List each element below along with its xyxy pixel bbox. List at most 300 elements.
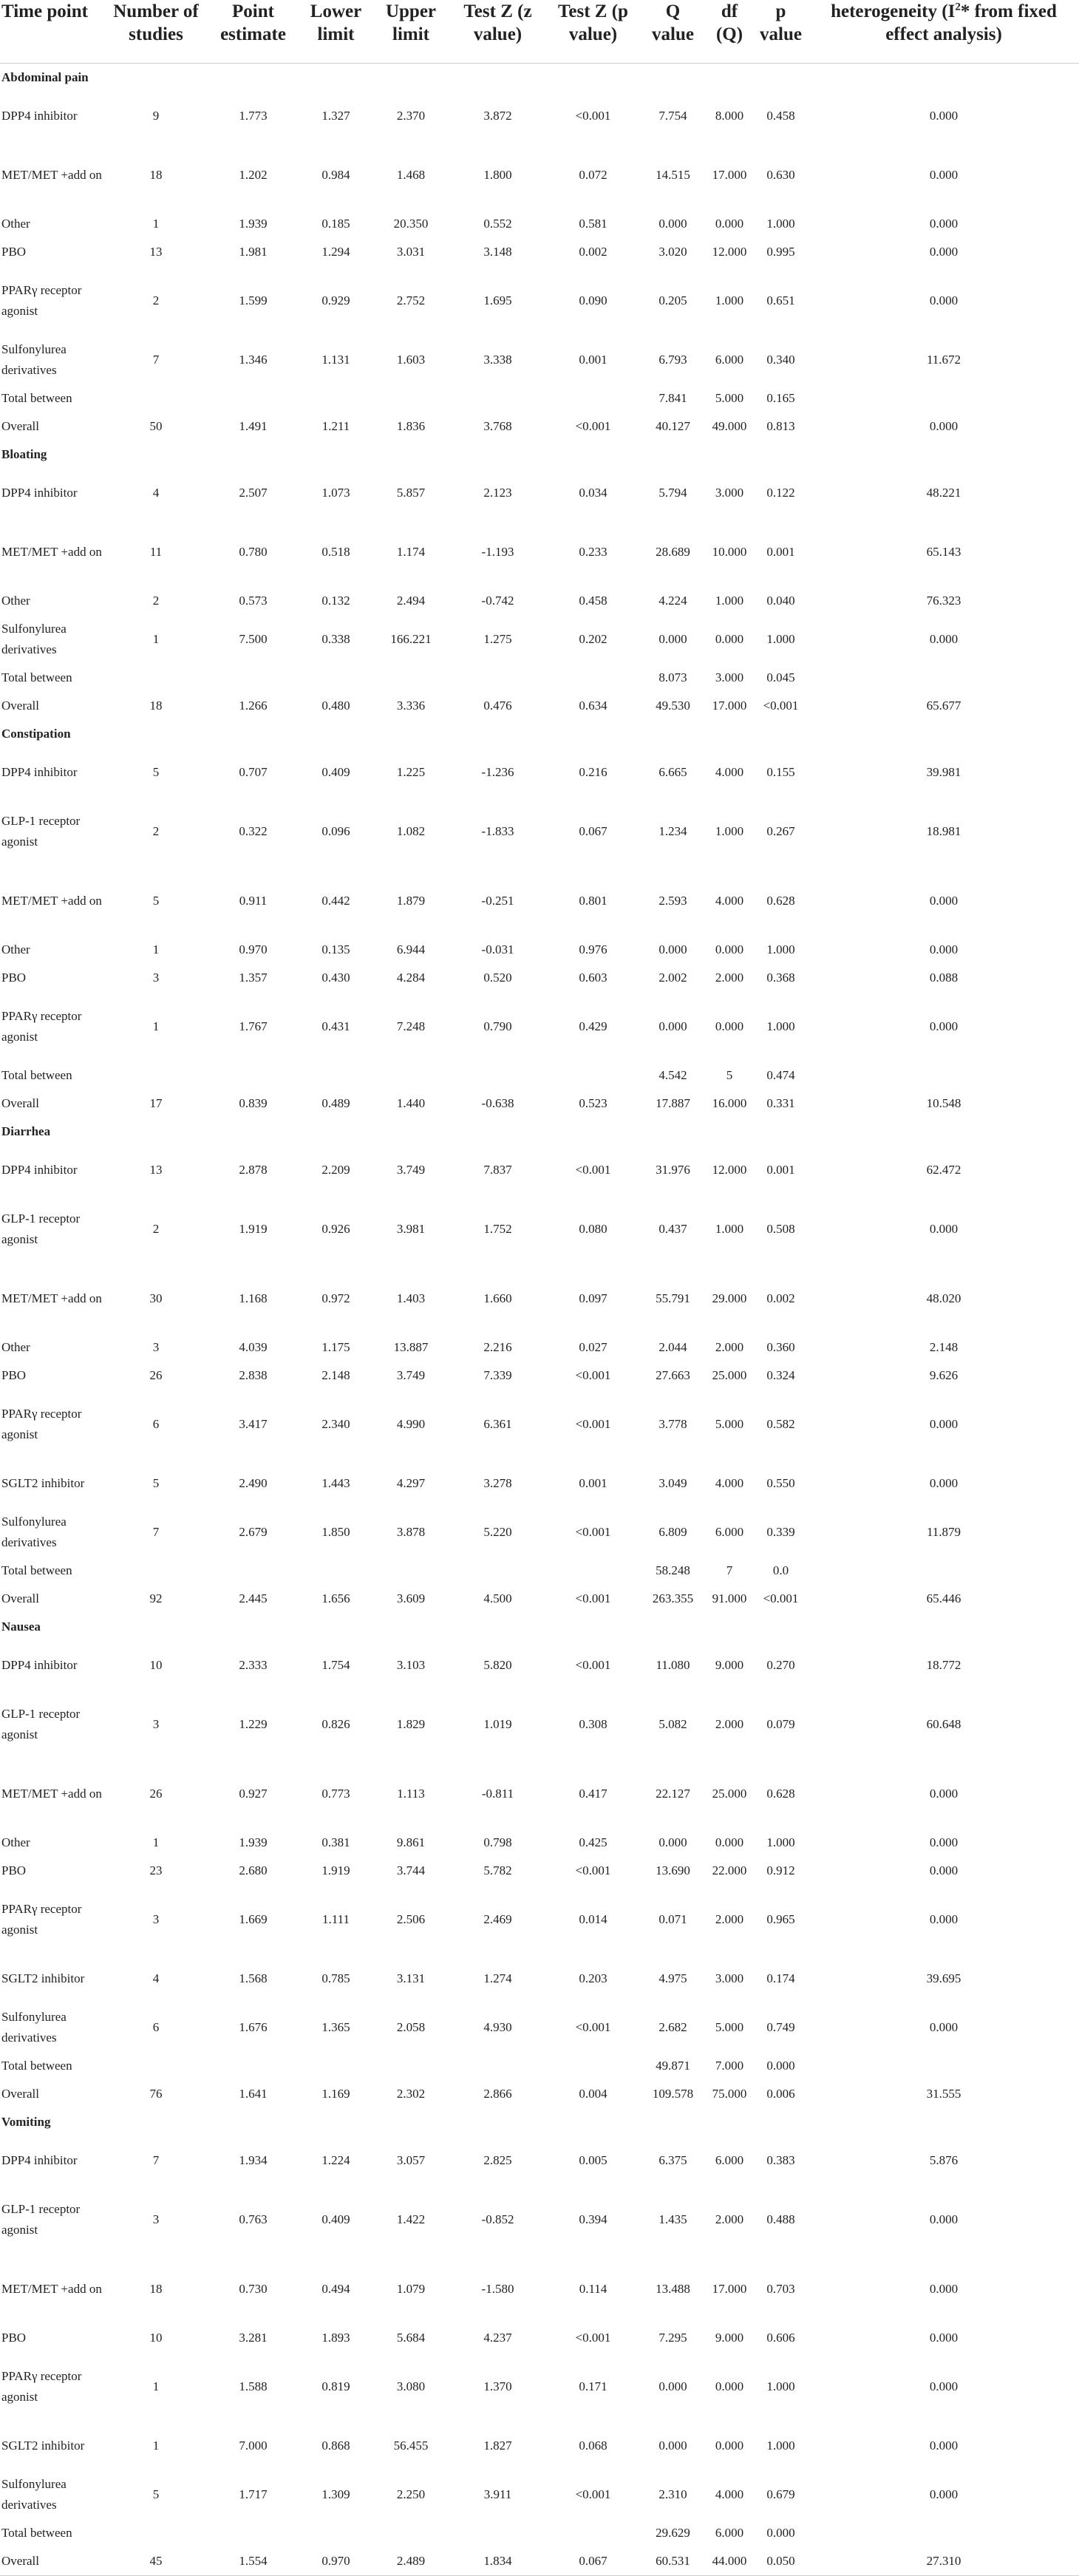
- table-cell: -0.852: [481, 2212, 514, 2226]
- table-cell: 0.409: [321, 2212, 350, 2226]
- table-cell: 0.001: [766, 1163, 795, 1177]
- table-cell: 1.000: [766, 1019, 795, 1033]
- table-cell: 10.000: [712, 545, 747, 559]
- table-row: [0, 469, 1079, 517]
- row-label: Sulfonylurea derivatives: [1, 2477, 67, 2512]
- table-cell: 2.000: [715, 1717, 744, 1731]
- table-cell: 1.000: [766, 942, 795, 956]
- column-header: Lower limit: [299, 0, 372, 64]
- table-cell: 2.310: [658, 2487, 687, 2501]
- table-cell: 0.430: [321, 971, 350, 985]
- table-cell: [207, 2519, 299, 2547]
- table-cell: 0.000: [715, 942, 744, 956]
- table-cell: 1.000: [766, 2379, 795, 2393]
- table-cell: 2: [152, 293, 160, 307]
- table-cell: 0.034: [579, 486, 607, 500]
- table-cell: 1.224: [321, 2153, 350, 2167]
- table-row: [0, 2080, 1079, 2108]
- row-label: GLP-1 receptor agonist: [1, 814, 81, 849]
- table-cell: 3.749: [396, 1163, 426, 1177]
- table-cell: 0.000: [929, 2379, 959, 2393]
- table-cell: 0.773: [321, 1787, 350, 1801]
- table-cell: 3: [152, 1912, 160, 1926]
- table-cell: 18: [149, 168, 163, 182]
- table-cell: 13.690: [656, 1863, 690, 1877]
- table-cell: <0.001: [575, 1863, 611, 1877]
- table-cell: 0.749: [766, 2020, 795, 2034]
- table-cell: 3: [152, 1340, 160, 1354]
- column-header: Test Z (p value): [546, 0, 640, 64]
- row-label: Sulfonylurea derivatives: [1, 342, 67, 377]
- table-cell: 1.202: [239, 168, 268, 182]
- table-cell: 2.494: [396, 594, 426, 608]
- table-cell: 3.749: [396, 1368, 426, 1382]
- table-cell: [372, 1557, 449, 1585]
- table-cell: 5: [152, 765, 160, 779]
- table-row: [0, 1146, 1079, 1194]
- table-cell: 0.480: [321, 699, 350, 713]
- table-cell: 4.500: [483, 1591, 512, 1605]
- table-cell: 6.793: [658, 353, 687, 367]
- table-cell: 1.603: [396, 353, 426, 367]
- section-row: [0, 1613, 1079, 1641]
- table-cell: <0.001: [575, 419, 611, 433]
- row-label: Total between: [1, 2059, 72, 2073]
- table-cell: 18: [149, 699, 163, 713]
- table-row: [0, 992, 1079, 1061]
- table-cell: 0.322: [239, 824, 268, 838]
- table-cell: [372, 2052, 449, 2080]
- table-cell: 1.079: [396, 2282, 426, 2296]
- table-cell: 0.458: [766, 109, 795, 123]
- table-cell: 25.000: [712, 1787, 747, 1801]
- table-cell: 1.000: [715, 594, 744, 608]
- table-cell: 0.324: [766, 1368, 795, 1382]
- table-cell: [105, 2052, 207, 2080]
- table-cell: 1.327: [321, 109, 350, 123]
- table-cell: 2.000: [715, 971, 744, 985]
- table-cell: <0.001: [575, 1368, 611, 1382]
- table-cell: 7.000: [239, 2439, 268, 2453]
- row-label: Overall: [1, 1591, 39, 1605]
- table-cell: 263.355: [652, 1591, 694, 1605]
- table-cell: 1.440: [396, 1096, 426, 1110]
- table-cell: 49.530: [656, 699, 690, 713]
- table-cell: 0.868: [321, 2439, 350, 2453]
- table-cell: 0.634: [579, 699, 607, 713]
- table-cell: 3.000: [715, 486, 744, 500]
- row-label: DPP4 inhibitor: [1, 486, 78, 500]
- header-row: [0, 0, 1079, 64]
- table-cell: 28.689: [656, 545, 690, 559]
- table-cell: 1.919: [239, 1222, 268, 1236]
- table-cell: 1.919: [321, 1863, 350, 1877]
- table-cell: [207, 664, 299, 692]
- table-row: [0, 1061, 1079, 1090]
- table-cell: 1.073: [321, 486, 350, 500]
- table-cell: 10.548: [926, 1096, 961, 1110]
- table-cell: 0.995: [766, 245, 795, 259]
- table-cell: 1.800: [483, 168, 512, 182]
- table-cell: 2.825: [483, 2153, 512, 2167]
- table-cell: 0.476: [483, 699, 512, 713]
- table-cell: 0.785: [321, 1971, 350, 1985]
- section-title: Bloating: [1, 447, 47, 461]
- table-cell: 0.628: [766, 1787, 795, 1801]
- table-cell: 3.872: [483, 109, 512, 123]
- table-cell: 22.000: [712, 1863, 747, 1877]
- table-cell: 0.000: [929, 1417, 959, 1431]
- row-label: Total between: [1, 670, 72, 684]
- column-header: Q value: [640, 0, 706, 64]
- row-label: Overall: [0, 2547, 105, 2576]
- table-cell: 2.838: [239, 1368, 268, 1382]
- table-cell: 1.468: [396, 168, 426, 182]
- table-cell: 1.275: [483, 632, 512, 646]
- table-row: [0, 2352, 1079, 2422]
- table-cell: 0.097: [579, 1291, 607, 1305]
- table-cell: <0.001: [763, 699, 799, 713]
- table-cell: 0.027: [579, 1340, 607, 1354]
- table-cell: 26: [149, 1368, 163, 1382]
- table-cell: 0.394: [579, 2212, 607, 2226]
- table-cell: 0.090: [579, 293, 607, 307]
- table-cell: 1.000: [766, 2439, 795, 2453]
- table-cell: 2: [152, 1222, 160, 1236]
- section-title: Nausea: [1, 1620, 41, 1634]
- table-cell: 13: [149, 1163, 163, 1177]
- table-cell: 12.000: [712, 1163, 747, 1177]
- table-cell: 13: [149, 245, 163, 259]
- table-cell: 7.841: [658, 391, 687, 405]
- heterogeneity-label-sup: 2: [955, 1, 961, 13]
- table-cell: [809, 664, 1079, 692]
- table-cell: 0.067: [579, 824, 607, 838]
- table-cell: 7.248: [396, 1019, 426, 1033]
- table-cell: 1.850: [321, 1525, 350, 1539]
- table-cell: 48.221: [926, 486, 961, 500]
- table-cell: 0.763: [239, 2212, 268, 2226]
- table-cell: 0.458: [579, 594, 607, 608]
- table-cell: 3.609: [396, 1591, 426, 1605]
- table-cell: 6: [152, 2020, 160, 2034]
- table-cell: 1.827: [483, 2439, 512, 2453]
- table-cell: 17.000: [712, 699, 747, 713]
- table-cell: 3.000: [715, 1971, 744, 1985]
- table-cell: 9.000: [715, 1658, 744, 1672]
- table-cell: 17: [149, 1096, 163, 1110]
- table-cell: 10: [149, 2331, 163, 2345]
- table-cell: 0.972: [321, 1291, 350, 1305]
- table-cell: 2.209: [321, 1163, 350, 1177]
- table-cell: 58.248: [656, 1563, 690, 1577]
- row-label: Total between: [1, 1563, 72, 1577]
- table-cell: 1.641: [239, 2087, 268, 2101]
- table-cell: 27.310: [809, 2547, 1079, 2576]
- table-cell: 49.000: [712, 419, 747, 433]
- table-cell: [299, 664, 372, 692]
- table-cell: 0.520: [483, 971, 512, 985]
- table-cell: [546, 384, 640, 412]
- table-row: [0, 587, 1079, 615]
- table-cell: 2.302: [396, 2087, 426, 2101]
- table-cell: 0.002: [766, 1291, 795, 1305]
- table-cell: 4.000: [715, 765, 744, 779]
- table-cell: 2.058: [396, 2020, 426, 2034]
- row-label: Sulfonylurea derivatives: [1, 2010, 67, 2045]
- table-cell: 1.752: [483, 1222, 512, 1236]
- table-row: [0, 797, 1079, 866]
- table-row: [0, 1390, 1079, 1459]
- table-cell: 2.507: [239, 486, 268, 500]
- table-cell: 92: [149, 1591, 163, 1605]
- row-label: MET/MET +add on: [1, 2282, 102, 2296]
- table-cell: 62.472: [926, 1163, 961, 1177]
- table-cell: 0.067: [546, 2547, 640, 2576]
- table-cell: 2.123: [483, 486, 512, 500]
- table-cell: 2.000: [715, 1340, 744, 1354]
- table-cell: 1.717: [239, 2487, 268, 2501]
- table-cell: 0.000: [929, 2331, 959, 2345]
- table-cell: [372, 2519, 449, 2547]
- table-cell: 8.073: [658, 670, 687, 684]
- table-cell: [299, 1061, 372, 1090]
- table-cell: 11: [149, 545, 163, 559]
- table-cell: 0.005: [579, 2153, 607, 2167]
- table-cell: 0.000: [658, 1019, 687, 1033]
- table-cell: [449, 2052, 546, 2080]
- table-cell: <0.001: [575, 2487, 611, 2501]
- table-cell: 2.370: [396, 109, 426, 123]
- table-cell: 3.103: [396, 1658, 426, 1672]
- table-cell: 1.767: [239, 1019, 268, 1033]
- table-cell: 0.819: [321, 2379, 350, 2393]
- table-cell: 1.131: [321, 353, 350, 367]
- table-cell: 0.174: [766, 1971, 795, 1985]
- table-cell: 0.000: [929, 419, 959, 433]
- column-header: Point estimate: [207, 0, 299, 64]
- row-label: Overall: [1, 699, 39, 713]
- table-cell: -1.833: [481, 824, 514, 838]
- table-cell: <0.001: [575, 1417, 611, 1431]
- table-cell: 2.593: [658, 894, 687, 908]
- table-cell: 5: [152, 1476, 160, 1490]
- table-cell: 3: [152, 2212, 160, 2226]
- table-cell: 0.790: [483, 1019, 512, 1033]
- table-cell: 76: [149, 2087, 163, 2101]
- table-cell: 1.357: [239, 971, 268, 985]
- table-cell: 4.224: [658, 594, 687, 608]
- table-cell: 26: [149, 1787, 163, 1801]
- table-cell: 0.494: [321, 2282, 350, 2296]
- table-cell: 40.127: [656, 419, 690, 433]
- table-cell: 1.274: [483, 1971, 512, 1985]
- row-label: MET/MET +add on: [1, 545, 102, 559]
- table-cell: 0.270: [766, 1658, 795, 1672]
- table-row: [0, 2254, 1079, 2324]
- table-cell: 0.135: [321, 942, 350, 956]
- table-cell: 4.237: [483, 2331, 512, 2345]
- table-cell: 2.000: [715, 1912, 744, 1926]
- table-row: [0, 1557, 1079, 1585]
- table-cell: [809, 384, 1079, 412]
- table-cell: 0.000: [715, 1019, 744, 1033]
- table-cell: 29.000: [712, 1291, 747, 1305]
- table-cell: [372, 384, 449, 412]
- row-label: GLP-1 receptor agonist: [1, 1707, 81, 1741]
- table-cell: 1.422: [396, 2212, 426, 2226]
- table-cell: [207, 1061, 299, 1090]
- table-cell: 5: [726, 1068, 733, 1082]
- table-cell: 0.072: [579, 168, 607, 182]
- table-cell: 1.939: [239, 1835, 268, 1849]
- row-label: Overall: [1, 1096, 39, 1110]
- table-cell: 6.665: [658, 765, 687, 779]
- row-label: PPARγ receptor agonist: [1, 283, 82, 318]
- row-label: PPARγ receptor agonist: [1, 2369, 82, 2404]
- table-cell: 166.221: [390, 632, 432, 646]
- table-cell: 0.114: [579, 2282, 607, 2296]
- table-cell: 27.663: [656, 1368, 690, 1382]
- table-cell: [299, 2052, 372, 2080]
- table-cell: 2.002: [658, 971, 687, 985]
- row-label: DPP4 inhibitor: [1, 2153, 78, 2167]
- table-row: [0, 1333, 1079, 1362]
- table-cell: 8.000: [715, 109, 744, 123]
- table-cell: -1.193: [481, 545, 514, 559]
- table-cell: -1.580: [481, 2282, 514, 2296]
- table-cell: 0.233: [579, 545, 607, 559]
- table-cell: 9.626: [929, 1368, 959, 1382]
- column-header: Test Z (z value): [449, 0, 546, 64]
- table-cell: 0.001: [579, 1476, 607, 1490]
- table-cell: -0.251: [481, 894, 514, 908]
- table-cell: 0.707: [239, 765, 268, 779]
- row-label: MET/MET +add on: [1, 1787, 102, 1801]
- row-label: Total between: [1, 2526, 72, 2540]
- table-cell: 1.403: [396, 1291, 426, 1305]
- table-cell: 1.000: [715, 293, 744, 307]
- row-label: Total between: [1, 391, 72, 405]
- row-label: PBO: [1, 2331, 27, 2345]
- table-cell: 0.155: [766, 765, 795, 779]
- table-cell: 0.040: [766, 594, 795, 608]
- table-cell: 1.365: [321, 2020, 350, 2034]
- row-label: GLP-1 receptor agonist: [1, 1211, 81, 1246]
- table-cell: 0.976: [579, 942, 607, 956]
- table-cell: 0.383: [766, 2153, 795, 2167]
- table-cell: 5.220: [483, 1525, 512, 1539]
- table-cell: <0.001: [575, 1163, 611, 1177]
- table-cell: 0.550: [766, 1476, 795, 1490]
- table-cell: 5.820: [483, 1658, 512, 1672]
- table-cell: [809, 2052, 1079, 2080]
- table-cell: 4: [152, 1971, 160, 1985]
- table-cell: 0.000: [929, 1476, 959, 1490]
- table-cell: 0.096: [321, 824, 350, 838]
- table-cell: 1.773: [239, 109, 268, 123]
- table-row: [0, 1585, 1079, 1613]
- table-cell: 9.000: [715, 2331, 744, 2345]
- table-cell: 0.603: [579, 971, 607, 985]
- table-cell: 3.131: [396, 1971, 426, 1985]
- table-cell: 3.080: [396, 2379, 426, 2393]
- table-cell: 1: [152, 2379, 160, 2393]
- table-cell: 0.912: [766, 1863, 795, 1877]
- table-cell: 11.879: [926, 1525, 961, 1539]
- table-cell: 2.148: [321, 1368, 350, 1382]
- table-cell: 0.000: [929, 632, 959, 646]
- table-cell: 0.000: [929, 2020, 959, 2034]
- table-cell: 0.965: [766, 1912, 795, 1926]
- row-label: PPARγ receptor agonist: [1, 1902, 82, 1937]
- table-cell: 17.000: [712, 168, 747, 182]
- table-cell: 0.001: [579, 353, 607, 367]
- table-cell: 0.000: [658, 942, 687, 956]
- table-cell: 2.489: [372, 2547, 449, 2576]
- table-cell: 30: [149, 1291, 163, 1305]
- table-cell: 1.695: [483, 293, 512, 307]
- table-cell: 2.340: [321, 1417, 350, 1431]
- table-cell: [105, 2519, 207, 2547]
- table-cell: 4.000: [715, 1476, 744, 1490]
- table-cell: 3.778: [658, 1417, 687, 1431]
- table-row: [0, 384, 1079, 412]
- table-cell: 2: [152, 594, 160, 608]
- row-label: Sulfonylurea derivatives: [1, 622, 67, 656]
- table-row: [0, 1264, 1079, 1333]
- table-cell: 0.518: [321, 545, 350, 559]
- table-cell: 5: [152, 2487, 160, 2501]
- table-cell: 75.000: [712, 2087, 747, 2101]
- table-cell: 10: [149, 1658, 163, 1672]
- table-cell: 13.887: [393, 1340, 429, 1354]
- table-cell: 0.002: [579, 245, 607, 259]
- table-cell: 1.000: [766, 1835, 795, 1849]
- row-label: Other: [1, 217, 30, 231]
- row-label: Overall: [1, 2087, 39, 2101]
- table-cell: 0.582: [766, 1417, 795, 1431]
- table-cell: 5.082: [658, 1717, 687, 1731]
- table-cell: 1.168: [239, 1291, 268, 1305]
- row-label: SGLT2 inhibitor: [1, 1476, 85, 1490]
- table-cell: [809, 2519, 1079, 2547]
- table-cell: 6.000: [715, 353, 744, 367]
- table-cell: 31.976: [656, 1163, 690, 1177]
- table-cell: 1.174: [396, 545, 426, 559]
- table-cell: 0.202: [579, 632, 607, 646]
- table-cell: 39.981: [926, 765, 961, 779]
- table-cell: 3.878: [396, 1525, 426, 1539]
- row-label: DPP4 inhibitor: [1, 1658, 78, 1672]
- table-cell: 0.826: [321, 1717, 350, 1731]
- table-cell: [207, 1557, 299, 1585]
- table-cell: <0.001: [575, 2331, 611, 2345]
- table-cell: [449, 664, 546, 692]
- row-label: Other: [1, 1835, 30, 1849]
- table-row: [0, 1829, 1079, 1857]
- table-cell: 5.000: [715, 391, 744, 405]
- table-cell: 0.000: [715, 2379, 744, 2393]
- table-cell: 0.000: [766, 2526, 795, 2540]
- table-cell: 0.628: [766, 894, 795, 908]
- table-cell: 0.368: [766, 971, 795, 985]
- table-cell: 3.057: [396, 2153, 426, 2167]
- section-row: [0, 1118, 1079, 1146]
- table-cell: 0.552: [483, 217, 512, 231]
- table-cell: 0.573: [239, 594, 268, 608]
- table-cell: 0.929: [321, 293, 350, 307]
